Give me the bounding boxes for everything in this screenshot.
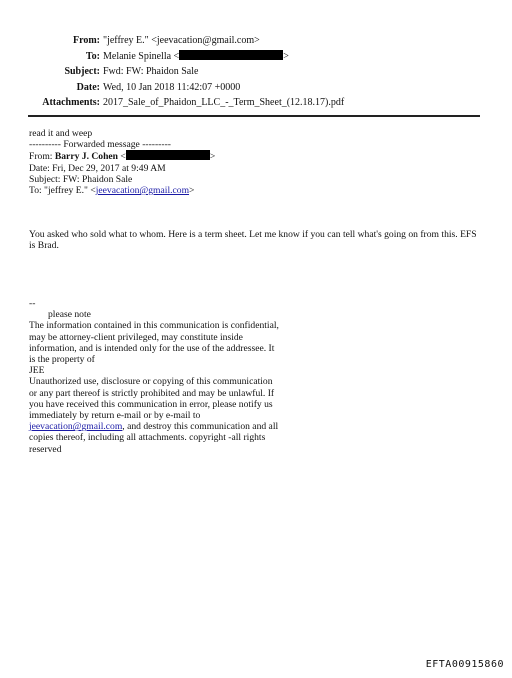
signature-block (29, 298, 279, 455)
header-attachments-row (0, 95, 512, 111)
from-label: From: (72, 35, 100, 46)
to-label: To: (85, 50, 100, 62)
email-link[interactable]: jeevacation@gmail.com (29, 421, 123, 433)
signature-dashes: -- (29, 298, 36, 309)
forwarded-block (29, 128, 215, 196)
from-value: "jeffrey E." <jeevacation@gmail.com> (103, 35, 260, 46)
attachment-filename[interactable]: 2017_Sale_of_Phaidon_LLC_-_Term_Sheet_(12.18.17).pdf (103, 97, 345, 108)
header-to-row (0, 49, 512, 65)
forward-date-line: Date: Fri, Dec 29, 2017 at 9:49 AM (29, 162, 166, 174)
disclaimer-paragraph-2 (29, 376, 279, 454)
date-label: Date: (76, 81, 100, 93)
subject-label: Subject: (64, 66, 100, 77)
date-value: Wed, 10 Jan 2018 11:42:07 +0000 (103, 81, 241, 93)
attachments-label: Attachments: (42, 97, 100, 108)
document-id: EFTA00915860 (425, 659, 504, 670)
forward-separator: ---------- Forwarded message --------- (29, 139, 171, 151)
signature-note: please note (48, 309, 91, 321)
to-value (103, 49, 289, 65)
to-name: Melanie Spinella < (103, 50, 180, 62)
header-from-row (0, 33, 512, 49)
redaction-box (126, 150, 210, 160)
forward-from-prefix: From: (29, 151, 55, 163)
forward-from-name: Barry J. Cohen (54, 151, 119, 163)
intro-line: read it and weep (29, 128, 93, 139)
email-link[interactable]: jeevacation@gmail.com (95, 185, 190, 197)
disclaimer-text-a: Unauthorized use, disclosure or copying of this communication or any part thereof is strictly prohibited and may be unlawful. If you have received this communication in error, please notify us immediately by return e-mail or by e-mail to (29, 376, 275, 422)
forward-subject-line: Subject: FW: Phaidon Sale (29, 173, 133, 185)
forward-from-line (29, 150, 215, 162)
to-close: > (283, 50, 289, 62)
message-body: You asked who sold what to whom. Here is a term sheet. Let me know if you can tell what's going on from this. EFS is Brad. (29, 229, 477, 252)
header-subject-row (0, 64, 512, 80)
forward-from-close: > (209, 151, 216, 163)
email-header (0, 33, 512, 111)
disclaimer-owner: JEE (29, 365, 45, 377)
disclaimer-paragraph-1: The information contained in this communication is confidential, may be attorney-client privileged, may constitute inside information, and is intended only for the use of the addressee. It is the property of (29, 320, 279, 366)
subject-value: Fwd: FW: Phaidon Sale (103, 66, 199, 77)
forward-from-open: < (118, 151, 126, 163)
forward-to-line (29, 185, 215, 196)
header-divider (28, 115, 480, 117)
disclaimer-text-b: , and destroy this communication and all copies thereof, including all attachments. copyright -all rights reserved (29, 421, 279, 455)
header-date-row (0, 80, 512, 96)
forward-to-prefix: To: "jeffrey E." < (29, 185, 96, 197)
redaction-box (179, 50, 283, 60)
forward-to-close: > (189, 185, 195, 197)
